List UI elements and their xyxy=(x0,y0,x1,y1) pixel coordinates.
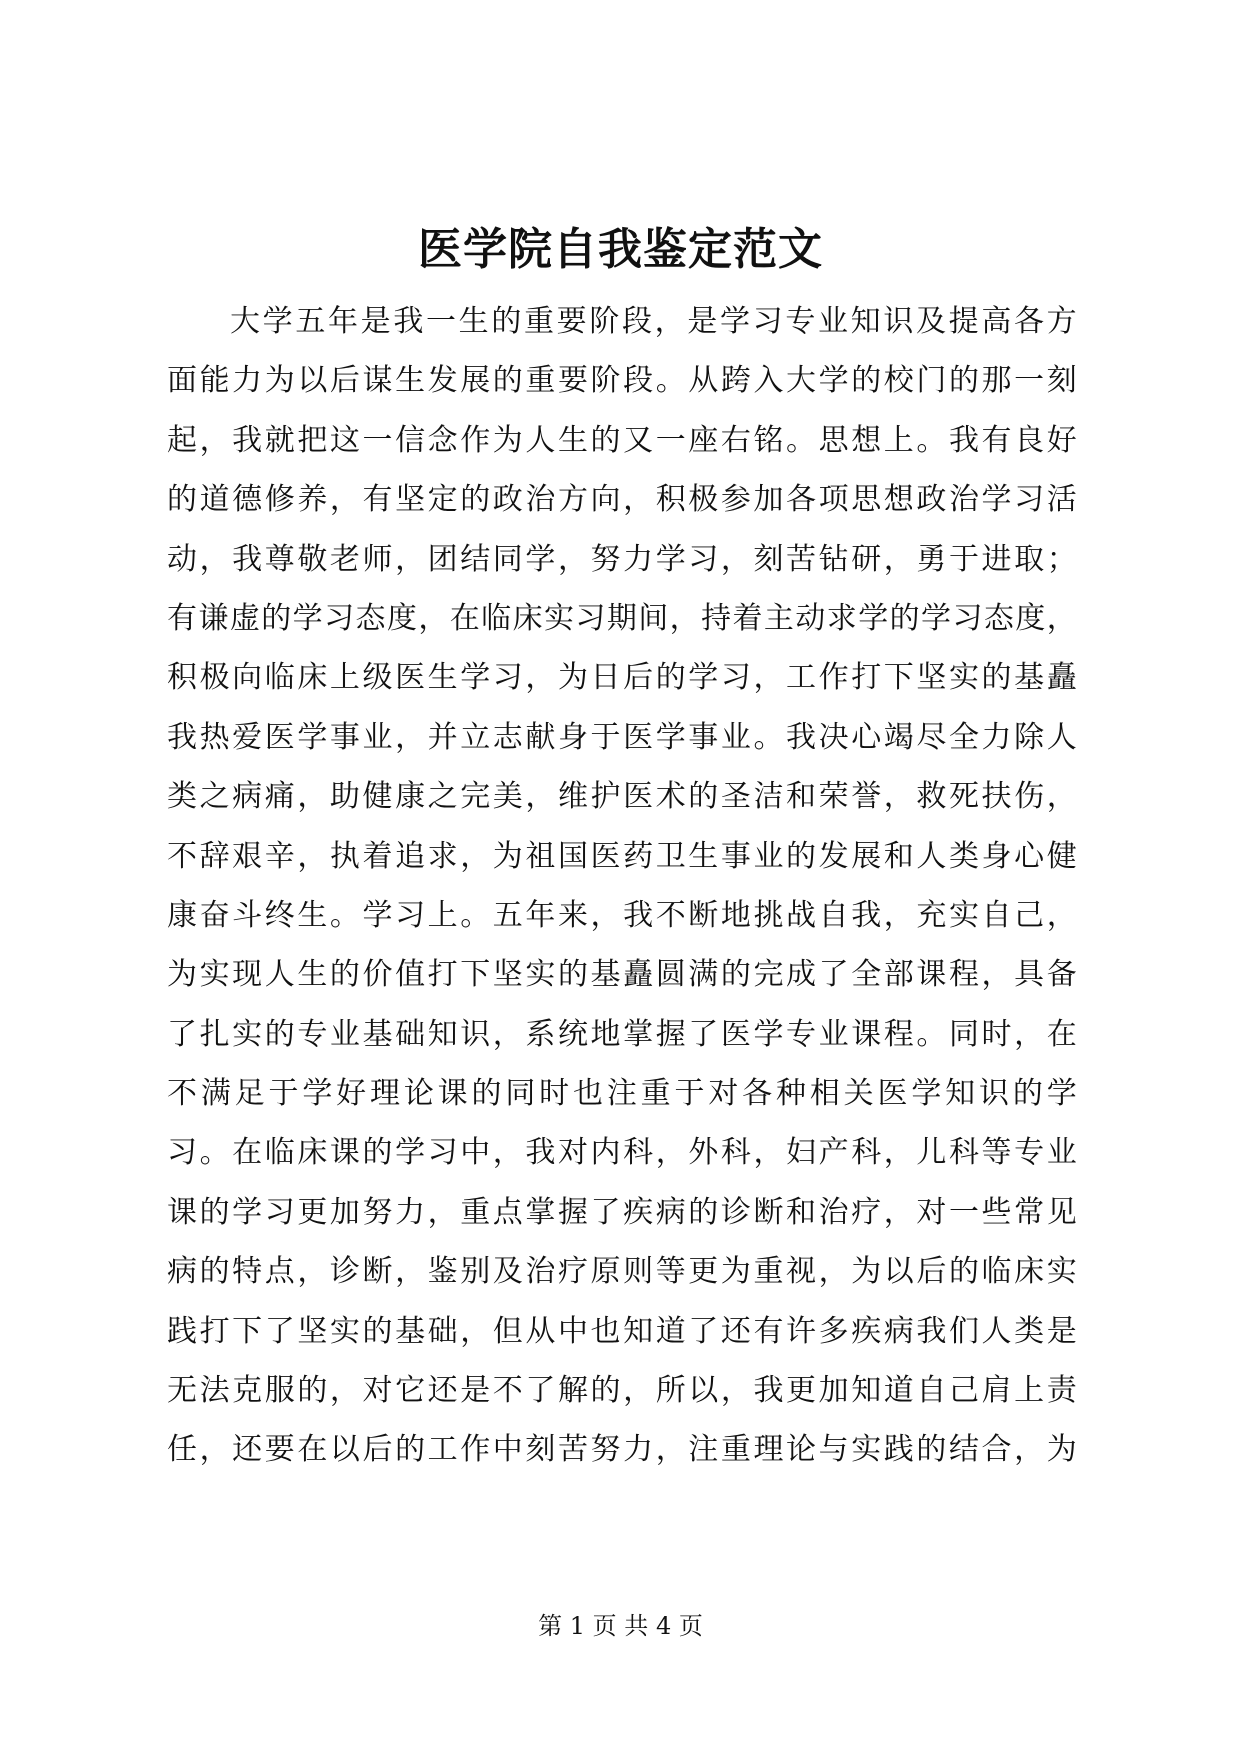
body-line: 任，还要在以后的工作中刻苦努力，注重理论与实践的结合，为 xyxy=(167,1432,1077,1468)
body-line: 积极向临床上级医生学习，为日后的学习，工作打下坚实的基矗 xyxy=(167,660,1077,696)
body-line: 为实现人生的价值打下坚实的基矗圆满的完成了全部课程，具备 xyxy=(167,957,1077,993)
body-line: 践打下了坚实的基础，但从中也知道了还有许多疾病我们人类是 xyxy=(167,1313,1077,1349)
page-number-footer: 第 1 页 共 4 页 xyxy=(538,1612,703,1640)
body-line: 面能力为以后谋生发展的重要阶段。从跨入大学的校门的那一刻 xyxy=(167,363,1077,399)
body-line: 习。在临床课的学习中，我对内科，外科，妇产科，儿科等专业 xyxy=(167,1135,1077,1171)
body-line: 有谦虚的学习态度，在临床实习期间，持着主动求学的学习态度， xyxy=(167,600,1077,636)
body-line: 不辞艰辛，执着追求，为祖国医药卫生事业的发展和人类身心健 xyxy=(167,838,1077,874)
body-line: 的道德修养，有坚定的政治方向，积极参加各项思想政治学习活 xyxy=(167,482,1077,518)
body-line: 病的特点，诊断，鉴别及治疗原则等更为重视，为以后的临床实 xyxy=(167,1254,1077,1290)
body-line: 我热爱医学事业，并立志献身于医学事业。我决心竭尽全力除人 xyxy=(167,719,1077,755)
document-body xyxy=(167,292,1077,1480)
body-line: 大学五年是我一生的重要阶段，是学习专业知识及提高各方 xyxy=(230,304,1077,339)
body-line: 课的学习更加努力，重点掌握了疾病的诊断和治疗，对一些常见 xyxy=(167,1194,1077,1230)
body-line: 动，我尊敬老师，团结同学，努力学习，刻苦钻研，勇于进取； xyxy=(167,541,1077,577)
body-line: 无法克服的，对它还是不了解的，所以，我更加知道自己肩上责 xyxy=(167,1373,1077,1409)
body-line: 类之病痛，助健康之完美，维护医术的圣洁和荣誉，救死扶伤， xyxy=(167,779,1077,815)
body-line: 康奋斗终生。学习上。五年来，我不断地挑战自我，充实自己， xyxy=(167,897,1077,933)
body-line: 不满足于学好理论课的同时也注重于对各种相关医学知识的学 xyxy=(167,1076,1077,1112)
body-line: 起，我就把这一信念作为人生的又一座右铭。思想上。我有良好 xyxy=(167,422,1077,458)
document-title: 医学院自我鉴定范文 xyxy=(418,224,823,275)
body-line: 了扎实的专业基础知识，系统地掌握了医学专业课程。同时，在 xyxy=(167,1016,1077,1052)
